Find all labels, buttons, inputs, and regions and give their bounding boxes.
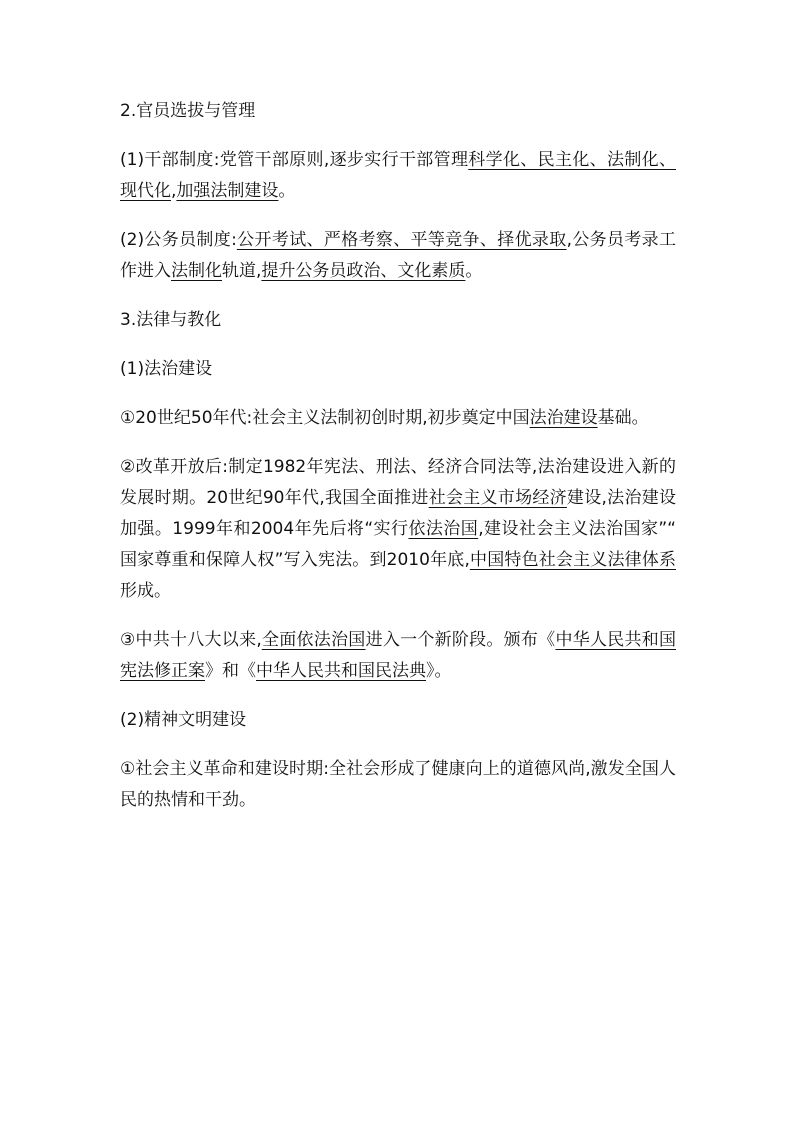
underlined-key-term: 中华人民共和国民法典 — [256, 661, 426, 681]
text-run: ,建设社会主义法治国家”“国家尊重和保障人权”写入宪法。到2010年底, — [120, 519, 676, 570]
section-2-title-text: 2.官员选拔与管理 — [120, 101, 256, 121]
subsection-rule-of-law-title — [120, 354, 676, 385]
underlined-key-term: 法制化 — [171, 261, 222, 281]
text-run: (2)公务员制度: — [120, 230, 237, 250]
text-run: 》。 — [426, 661, 452, 681]
underlined-key-term: 中华人民共和国宪法修正案 — [120, 630, 677, 681]
text-run: , — [171, 181, 177, 201]
document-body — [120, 96, 676, 834]
subsection-spiritual-civilization-title-text: (2)精神文明建设 — [120, 710, 247, 730]
text-run: 。 — [278, 181, 296, 201]
subsection-rule-of-law-title-text: (1)法治建设 — [120, 359, 213, 379]
text-run: 基础。 — [597, 408, 649, 428]
underlined-key-term: 提升公务员政治、文化素质 — [261, 261, 466, 281]
text-run: (1)干部制度:党管干部原则,逐步实行干部管理 — [120, 150, 469, 170]
text-run: 轨道, — [222, 261, 262, 281]
text-run: 形成。 — [120, 581, 171, 601]
underlined-key-term: 加强法制建设 — [176, 181, 279, 201]
text-run: 建设,法治建设加强。1999年和2004年先后将“实行 — [120, 488, 676, 539]
text-run: ③中共十八大以来, — [120, 630, 262, 650]
subsection-spiritual-civilization-title — [120, 705, 676, 736]
text-run: 》和《 — [205, 661, 256, 681]
text-run: ,公务员考录工作进入 — [120, 230, 677, 281]
paragraph-reform-era — [120, 452, 676, 607]
paragraph-cadre-system — [120, 145, 676, 207]
text-run: ①20世纪50年代:社会主义法制初创时期,初步奠定中国 — [120, 408, 530, 428]
text-run: ②改革开放后:制定1982年宪法、刑法、经济合同法等,法治建设进入新的发展时期。20世纪90年代,我国全面推进 — [120, 457, 676, 508]
underlined-key-term: 全面依法治国 — [261, 630, 366, 650]
paragraph-1950s — [120, 403, 676, 434]
text-run: 。 — [465, 261, 483, 281]
paragraph-civil-servant-system — [120, 225, 676, 287]
paragraph-socialist-revolution-period — [120, 754, 676, 816]
underlined-key-term: 社会主义市场经济 — [428, 488, 567, 508]
underlined-key-term: 依法治国 — [408, 519, 479, 539]
underlined-key-term: 公开考试、严格考察、平等竞争、择优录取 — [236, 230, 567, 250]
section-3-title-text: 3.法律与教化 — [120, 310, 222, 330]
paragraph-18th-congress — [120, 625, 676, 687]
text-run: 进入一个新阶段。颁布《 — [365, 630, 556, 650]
section-2-title — [120, 96, 676, 127]
text-run: ①社会主义革命和建设时期:全社会形成了健康向上的道德风尚,激发全国人民的热情和干劲。 — [120, 759, 676, 810]
underlined-key-term: 中国特色社会主义法律体系 — [469, 550, 676, 570]
section-3-title — [120, 305, 676, 336]
underlined-key-term: 科学化、民主化、法制化、现代化 — [120, 150, 677, 201]
underlined-key-term: 法治建设 — [529, 408, 598, 428]
